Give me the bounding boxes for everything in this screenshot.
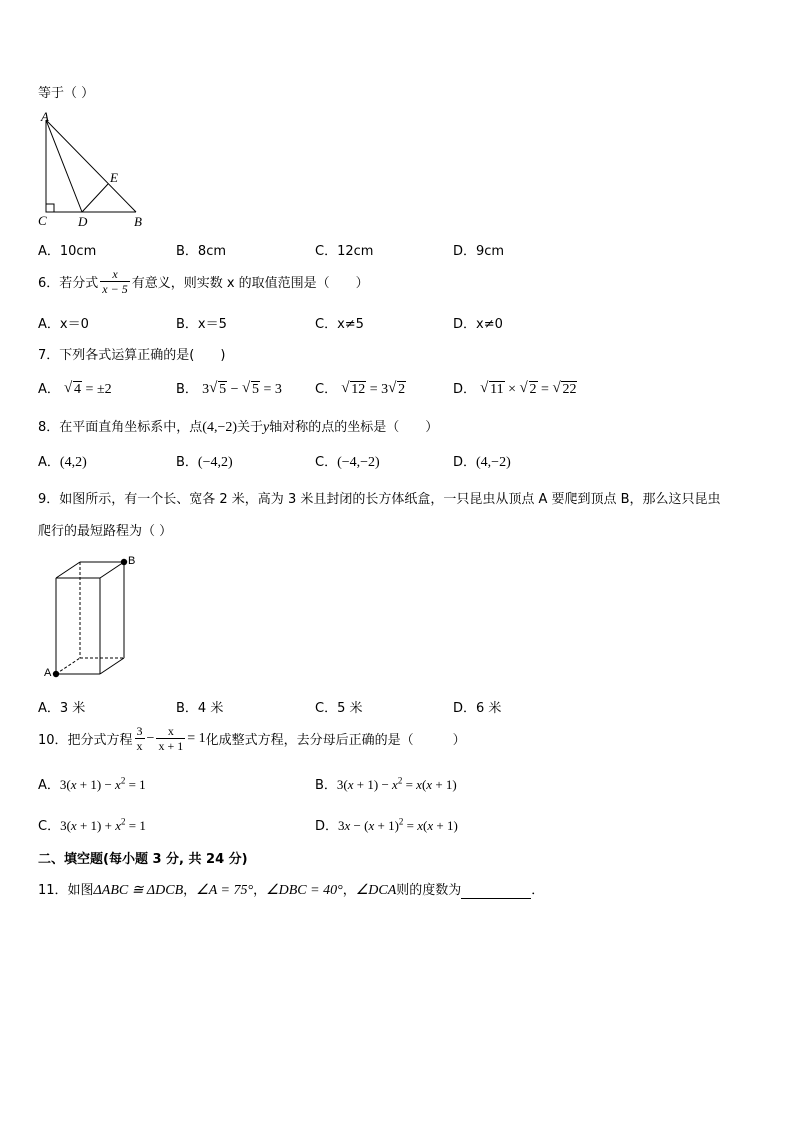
q8-stem-b: 关于 [237, 420, 264, 435]
q8-option-b [176, 451, 233, 471]
q10-letter-a: A． [38, 778, 60, 793]
q9-box-figure [40, 552, 150, 684]
q5-option-b: B．8cm [176, 244, 227, 259]
q8-value-d: (4,−2) [476, 455, 511, 470]
q11-congruence: ΔABC ≅ ΔDCB [93, 883, 184, 898]
q10-letter-d: D． [315, 819, 339, 834]
q10-option-d: D．$3x - (x + 1)^2 = x(x + 1)$ [315, 816, 458, 834]
section-title: 二、填空题(每小题 3 分, 共 24 分) [38, 852, 248, 867]
q10-stem [38, 725, 466, 752]
q11-angle-dbc: ∠DBC = 40° [266, 883, 343, 898]
q9-option-d: D．6 米 [453, 701, 502, 716]
q8-stem-a: 8．在平面直角坐标系中，点 [38, 420, 203, 435]
q9-option-b: B．4 米 [176, 701, 224, 716]
q6-option-a: A．x＝0 [38, 317, 89, 332]
q8-option-d [453, 451, 511, 471]
q7-letter-b: B． [176, 382, 198, 397]
q7-option-c: C． √ 12 = 3√ 2 [315, 378, 406, 398]
q8-axis: y [263, 420, 270, 435]
q9-line1: 9．如图所示，有一个长、宽各 2 米，高为 3 米且封闭的长方体纸盒，一只昆虫从顶点 A 要爬到顶点 B，那么这只昆虫 [38, 492, 721, 507]
label-a: A [41, 109, 49, 124]
q11-sep1: ， [183, 883, 197, 898]
q6-option-d: D．x≠0 [453, 317, 503, 332]
q6-option-c: C．x≠5 [315, 317, 364, 332]
q5-option-c: C．12cm [315, 244, 374, 259]
q11-sep3: ， [342, 883, 356, 898]
q7-option-d: D． √ 11 × √ 2 = √ 22 [453, 378, 577, 398]
label-e: E [110, 170, 118, 185]
q7-option-a: A． √ 4 = ±2 [38, 378, 112, 398]
q10-option-b: B．$3(x + 1) - x^2 = x(x + 1)$ [315, 775, 457, 793]
label-b: B [134, 214, 142, 229]
q5-triangle-figure [30, 108, 160, 233]
q9-line2: 爬行的最短路程为（ ） [38, 524, 173, 539]
q11-answer-blank[interactable] [461, 885, 531, 899]
label-d: D [78, 214, 88, 229]
label-c: C [38, 213, 47, 228]
q8-letter-a: A． [38, 455, 60, 470]
q10-stem-a: 10．把分式方程 [38, 733, 133, 748]
q11-stem-a: 11．如图 [38, 883, 94, 898]
q6-option-b: B．x＝5 [176, 317, 227, 332]
q10-letter-c: C． [38, 819, 61, 834]
q8-stem-c: 轴对称的点的坐标是（ ） [269, 420, 439, 435]
q8-letter-d: D． [453, 455, 477, 470]
q8-option-a [38, 451, 87, 471]
q6-frac-den: x − 5 [102, 282, 128, 296]
q10-equation: $\frac{3}{x}$ − $\frac{x}{x + 1}$ = 1 [136, 724, 206, 753]
q8-value-c: (−4,−2) [337, 455, 380, 470]
q7-letter-a: A． [38, 382, 60, 397]
q8-stem [38, 416, 438, 436]
q9-label-b: B [128, 555, 136, 567]
q8-letter-b: B． [176, 455, 198, 470]
q7-letter-d: D． [453, 382, 477, 397]
q10-letter-b: B． [315, 778, 337, 793]
q6-stem [38, 268, 369, 295]
q8-value-b: (−4,2) [197, 455, 233, 470]
q10-option-a: A．$3(x + 1) - x^2 = 1$ [38, 775, 146, 793]
q6-frac-num: x [100, 268, 129, 282]
q6-fraction [100, 268, 129, 295]
q7-option-b: B． 3√ 5 − √ 5 = 3 [176, 378, 282, 398]
q11-stem-c: ． [531, 883, 545, 898]
q5-stem-end: 等于（ ） [38, 86, 95, 101]
q6-number: 6．若分式 [38, 276, 99, 291]
q10-stem-b: 化成整式方程，去分母后正确的是（ ） [205, 733, 466, 748]
q9-option-c: C．5 米 [315, 701, 363, 716]
q11-sep2: ， [253, 883, 267, 898]
q11-angle-dca: ∠DCA [355, 883, 397, 898]
q11-stem [38, 879, 544, 899]
q5-option-d: D．9cm [453, 244, 505, 259]
q6-after: 有意义，则实数 x 的取值范围是（ ） [131, 276, 369, 291]
q11-stem-b: 则的度数为 [396, 883, 462, 898]
q9-option-a: A．3 米 [38, 701, 86, 716]
q8-letter-c: C． [315, 455, 338, 470]
q9-label-a: A [44, 667, 52, 679]
q7-stem: 7．下列各式运算正确的是( ) [38, 348, 226, 363]
q11-angle-a: ∠A = 75° [196, 883, 254, 898]
q8-point: (4,−2) [202, 420, 238, 435]
q8-option-c [315, 451, 380, 471]
q5-option-a: A．10cm [38, 244, 97, 259]
q7-letter-c: C． [315, 382, 338, 397]
q10-option-c: C．$3(x + 1) + x^2 = 1$ [38, 816, 146, 834]
q8-value-a: (4,2) [59, 455, 87, 470]
